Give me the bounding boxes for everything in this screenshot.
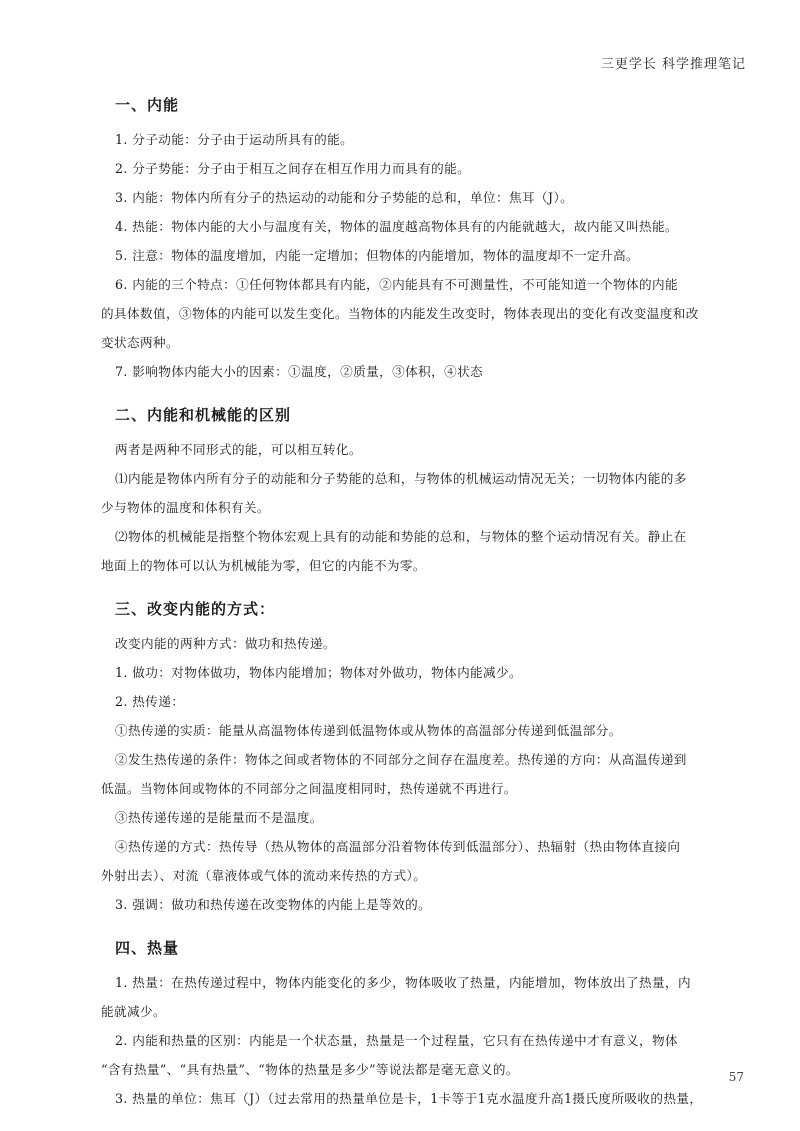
paragraph: 2. 分子势能：分子由于相互之间存在相互作用力而具有的能。 xyxy=(115,161,471,176)
paragraph: 改变内能的两种方式：做功和热传递。 xyxy=(115,636,336,651)
paragraph: 两者是两种不同形式的能，可以相互转化。 xyxy=(115,442,362,457)
paragraph: ①热传递的实质：能量从高温物体传递到低温物体或从物体的高温部分传递到低温部分。 xyxy=(115,723,622,738)
paragraph: 1. 分子动能：分子由于运动所具有的能。 xyxy=(115,132,354,147)
paragraph: 1. 热量：在热传递过程中，物体内能变化的多少，物体吸收了热量，内能增加，物体放出了热量，内 能就减少。 xyxy=(101,975,691,1019)
section-title: 三、改变内能的方式： xyxy=(115,600,276,618)
paragraph: 3. 强调：做功和热传递在改变物体的内能上是等效的。 xyxy=(115,897,432,912)
section-internal-vs-mechanical xyxy=(101,404,745,580)
paragraph: 4. 热能：物体内能的大小与温度有关，物体的温度越高物体具有的内能就越大，故内能又叫热能。 xyxy=(115,219,678,234)
paragraph: 1. 做功：对物体做功，物体内能增加；物体对外做功，物体内能减少。 xyxy=(115,665,523,680)
section-changing-internal-energy xyxy=(101,598,745,919)
paragraph: 2. 热传递： xyxy=(115,694,185,709)
paragraph: ③热传递传递的是能量而不是温度。 xyxy=(115,810,323,825)
paragraph: 3. 热量的单位：焦耳（J）（过去常用的热量单位是卡，1卡等于1克水温度升高1摄氏度所吸收的热量， xyxy=(115,1091,703,1106)
section-heat xyxy=(101,937,745,1113)
section-title: 一、内能 xyxy=(115,96,180,114)
page-header: 三更学长 科学推理笔记 xyxy=(600,57,746,72)
section-internal-energy xyxy=(101,94,745,386)
paragraph: 2. 内能和热量的区别：内能是一个状态量，热量是一个过程量，它只有在热传递中才有意义，物体 “含有热量”、“具有热量”、“物体的热量是多少”等说法都是毫无意义的。 xyxy=(101,1033,678,1077)
paragraph: ⑴内能是物体内所有分子的动能和分子势能的总和，与物体的机械运动情况无关；一切物体内能的多 少与物体的温度和体积有关。 xyxy=(101,471,687,515)
paragraph: 7. 影响物体内能大小的因素：①温度，②质量，③体积，④状态 xyxy=(115,364,484,379)
page-content xyxy=(101,94,745,1113)
paragraph: 3. 内能：物体内所有分子的热运动的动能和分子势能的总和，单位：焦耳（J）。 xyxy=(115,190,574,205)
paragraph: ④热传递的方式：热传导（热从物体的高温部分沿着物体传到低温部分）、热辐射（热由物体直接向 外射出去）、对流（靠液体或气体的流动来传热的方式）。 xyxy=(101,839,681,883)
paragraph: ②发生热传递的条件：物体之间或者物体的不同部分之间存在温度差。热传递的方向：从高温传递到 低温。当物体间或物体的不同部分之间温度相同时，热传递就不再进行。 xyxy=(101,752,687,796)
paragraph: ⑵物体的机械能是指整个物体宏观上具有的动能和势能的总和，与物体的整个运动情况有关。静止在 地面上的物体可以认为机械能为零，但它的内能不为零。 xyxy=(101,529,687,573)
page-number: 57 xyxy=(728,1070,744,1084)
section-title: 二、内能和机械能的区别 xyxy=(115,406,292,424)
section-title: 四、热量 xyxy=(115,939,180,957)
paragraph: 6. 内能的三个特点：①任何物体都具有内能，②内能具有不可测量性，不可能知道一个物体的内能 的具体数值，③物体的内能可以发生变化。当物体的内能发生改变时，物体表现出的变化有改变温度和改 变状态两种。 xyxy=(101,277,699,350)
paragraph: 5. 注意：物体的温度增加，内能一定增加；但物体的内能增加，物体的温度却不一定升高。 xyxy=(115,248,639,263)
